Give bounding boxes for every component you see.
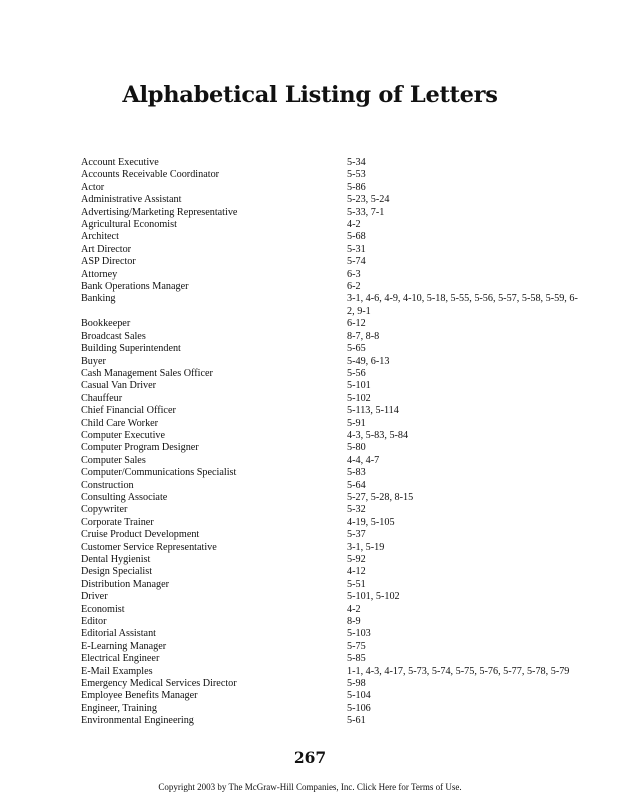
listing-entry <box>81 231 581 243</box>
listing-entry <box>81 281 581 293</box>
entry-pages: 6-2 <box>347 281 361 293</box>
listing-entry <box>81 492 581 504</box>
listing-entry <box>81 628 581 640</box>
listing-entry <box>81 542 581 554</box>
entry-pages: 5-34 <box>347 157 366 168</box>
entry-name: Cruise Product Development <box>81 529 200 541</box>
letter-listing <box>81 157 581 728</box>
listing-entry <box>81 380 581 392</box>
entry-name: Casual Van Driver <box>81 380 157 392</box>
listing-entry <box>81 678 581 690</box>
listing-entry <box>81 356 581 368</box>
entry-name: Art Director <box>81 243 132 255</box>
entry-pages: 5-86 <box>347 181 366 193</box>
entry-name: Copywriter <box>81 504 128 516</box>
entry-name: Editorial Assistant <box>81 628 156 640</box>
listing-entry <box>81 430 581 442</box>
entry-name: Dental Hygienist <box>81 554 151 565</box>
listing-entry <box>81 418 581 430</box>
entry-name: Bookkeeper <box>81 318 131 330</box>
listing-entry <box>81 455 581 467</box>
entry-name: Advertising/Marketing Representative <box>81 206 238 218</box>
listing-entry <box>81 169 581 181</box>
entry-name: Editor <box>81 616 107 628</box>
entry-pages: 5-68 <box>347 231 366 243</box>
listing-entry <box>81 517 581 529</box>
copyright-notice[interactable]: Copyright 2003 by The McGraw-Hill Companies, Inc. Click Here for Terms of Use. <box>158 782 462 792</box>
entry-name: Attorney <box>81 268 118 280</box>
entry-name: Broadcast Sales <box>81 330 146 342</box>
entry-name: Economist <box>81 603 125 615</box>
entry-name: Building Superintendent <box>81 343 181 355</box>
entry-name: Computer Program Designer <box>81 442 199 454</box>
entry-name: Cash Management Sales Officer <box>81 367 213 379</box>
entry-name: Computer Sales <box>81 454 146 466</box>
entry-name: Computer/Communications Specialist <box>81 467 237 479</box>
listing-entry <box>81 715 581 727</box>
entry-name: Environmental Engineering <box>81 715 194 727</box>
entry-name: Actor <box>81 181 105 193</box>
entry-pages: 5-98 <box>347 678 366 690</box>
listing-entry <box>81 529 581 541</box>
entry-pages: 4-3, 5-83, 5-84 <box>347 429 409 441</box>
entry-name: Account Executive <box>81 157 159 168</box>
listing-entry <box>81 293 581 318</box>
page-number: 267 <box>293 748 327 767</box>
listing-entry <box>81 393 581 405</box>
entry-name: Driver <box>81 591 108 603</box>
listing-entry <box>81 641 581 653</box>
listing-entry <box>81 219 581 231</box>
entry-name: Design Specialist <box>81 566 153 578</box>
entry-name: E-Mail Examples <box>81 665 153 677</box>
listing-entry <box>81 591 581 603</box>
listing-entry <box>81 244 581 256</box>
listing-entry <box>81 504 581 516</box>
entry-name: Distribution Manager <box>81 578 169 590</box>
entry-name: Administrative Assistant <box>81 194 182 206</box>
entry-name: Corporate Trainer <box>81 516 154 528</box>
listing-entry <box>81 207 581 219</box>
entry-pages: 6-12 <box>347 318 366 330</box>
listing-entry <box>81 442 581 454</box>
entry-name: Computer Executive <box>81 429 166 441</box>
entry-pages: 4-12 <box>347 566 366 578</box>
entry-pages: 4-2 <box>347 603 361 615</box>
entry-name: Consulting Associate <box>81 491 168 503</box>
listing-entry <box>81 467 581 479</box>
listing-entry <box>81 318 581 330</box>
entry-name: Construction <box>81 479 134 491</box>
entry-pages: 5-104 <box>347 690 371 702</box>
entry-name: E-Learning Manager <box>81 640 167 652</box>
entry-pages: 5-106 <box>347 702 371 714</box>
listing-entry <box>81 566 581 578</box>
listing-entry <box>81 368 581 380</box>
entry-pages: 5-61 <box>347 715 366 727</box>
listing-entry <box>81 269 581 281</box>
entry-name: Accounts Receivable Coordinator <box>81 169 220 181</box>
entry-pages: 8-7, 8-8 <box>347 330 380 342</box>
listing-entry <box>81 343 581 355</box>
listing-entry <box>81 194 581 206</box>
entry-pages: 5-101, 5-102 <box>347 591 400 603</box>
entry-pages: 5-23, 5-24 <box>347 194 390 206</box>
listing-entry <box>81 480 581 492</box>
entry-name: Electrical Engineer <box>81 653 160 665</box>
entry-pages: 3-1, 4-6, 4-9, 4-10, 5-18, 5-55, 5-56, 5-57, 5-58, 5-59, 6-2, 9-1 <box>347 293 578 317</box>
entry-name: ASP Director <box>81 256 136 268</box>
entry-name: Architect <box>81 231 119 243</box>
entry-pages: 6-3 <box>347 268 361 280</box>
entry-pages: 5-83 <box>347 467 366 479</box>
entry-name: Chief Financial Officer <box>81 405 176 417</box>
entry-name: Chauffeur <box>81 392 123 404</box>
entry-pages: 5-53 <box>347 169 366 181</box>
listing-entry <box>81 405 581 417</box>
listing-entry <box>81 690 581 702</box>
entry-pages: 5-37 <box>347 529 366 541</box>
entry-pages: 5-31 <box>347 243 366 255</box>
listing-entry <box>81 703 581 715</box>
entry-name: Buyer <box>81 355 106 367</box>
entry-pages: 5-91 <box>347 417 366 429</box>
listing-entry <box>81 653 581 665</box>
entry-pages: 5-113, 5-114 <box>347 405 399 417</box>
entry-pages: 4-19, 5-105 <box>347 516 395 528</box>
entry-pages: 8-9 <box>347 616 361 628</box>
entry-pages: 5-33, 7-1 <box>347 206 385 218</box>
listing-entry <box>81 554 581 566</box>
listing-entry <box>81 666 581 678</box>
entry-pages: 5-75 <box>347 640 366 652</box>
entry-pages: 5-64 <box>347 479 366 491</box>
entry-pages: 5-92 <box>347 554 366 565</box>
entry-pages: 5-49, 6-13 <box>347 355 390 367</box>
entry-name: Bank Operations Manager <box>81 281 189 293</box>
entry-pages: 5-85 <box>347 653 366 665</box>
entry-name: Banking <box>81 293 116 305</box>
listing-entry <box>81 579 581 591</box>
listing-entry <box>81 331 581 343</box>
entry-pages: 1-1, 4-3, 4-17, 5-73, 5-74, 5-75, 5-76, 5-77, 5-78, 5-79 <box>347 665 570 677</box>
listing-entry <box>81 604 581 616</box>
listing-entry <box>81 616 581 628</box>
entry-pages: 5-80 <box>347 442 366 454</box>
entry-pages: 5-32 <box>347 504 366 516</box>
entry-pages: 5-101 <box>347 380 371 392</box>
listing-entry <box>81 157 581 169</box>
entry-pages: 5-103 <box>347 628 371 640</box>
entry-pages: 5-102 <box>347 392 371 404</box>
entry-pages: 5-27, 5-28, 8-15 <box>347 491 414 503</box>
entry-name: Employee Benefits Manager <box>81 690 198 702</box>
entry-pages: 5-56 <box>347 367 366 379</box>
entry-pages: 4-2 <box>347 219 361 231</box>
entry-name: Agricultural Economist <box>81 219 177 231</box>
entry-pages: 5-51 <box>347 578 366 590</box>
entry-name: Emergency Medical Services Director <box>81 678 237 690</box>
entry-pages: 5-65 <box>347 343 366 355</box>
listing-entry <box>81 182 581 194</box>
entry-name: Child Care Worker <box>81 417 159 429</box>
listing-entry <box>81 256 581 268</box>
page-title: Alphabetical Listing of Letters <box>122 82 498 108</box>
entry-name: Engineer, Training <box>81 702 157 714</box>
entry-pages: 3-1, 5-19 <box>347 541 385 553</box>
entry-pages: 4-4, 4-7 <box>347 454 380 466</box>
entry-pages: 5-74 <box>347 256 366 268</box>
entry-name: Customer Service Representative <box>81 541 217 553</box>
